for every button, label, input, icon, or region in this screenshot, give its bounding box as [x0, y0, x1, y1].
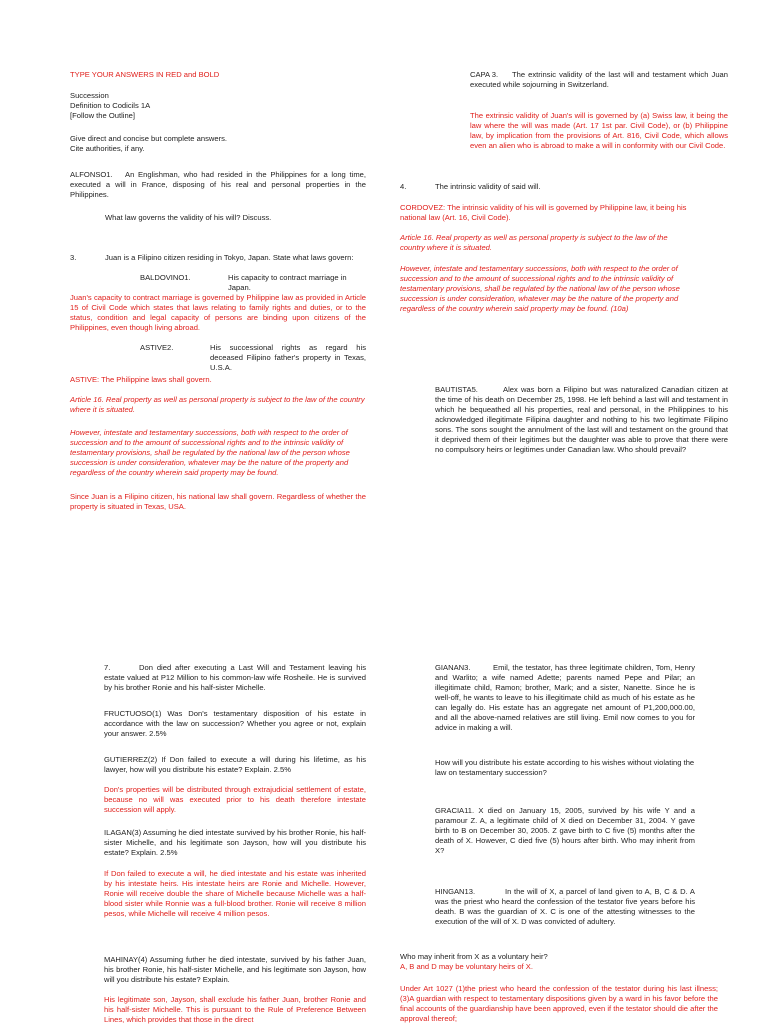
- question-gianan: [435, 663, 695, 733]
- question-baldovino: [140, 273, 366, 293]
- question-text: The intrinsic validity of said will.: [435, 182, 541, 191]
- question-text: His capacity to contract marriage in Japan.: [228, 273, 347, 292]
- question-ask: What law governs the validity of his will? Discuss.: [105, 213, 272, 222]
- header-line: [Follow the Outline]: [70, 111, 135, 120]
- question-number: 3.: [70, 253, 77, 262]
- answer-cordovez: CORDOVEZ: The intrinsic validity of his will is governed by Philippine law, it being his national law (Art. 16, Civil Code).: [400, 203, 687, 222]
- question-bautista: [435, 385, 728, 455]
- question-ask: How will you distribute his estate according to his wishes without violating the law on testamentary succession?: [435, 758, 695, 777]
- question-ilagan: ILAGAN(3) Assuming he died intestate survived by his brother Ronie, his half-sister Michelle, and his legitimate son Jayson, how will you distribute his estate? Explain. 2.5%: [104, 828, 366, 857]
- instruction-heading: TYPE YOUR ANSWERS IN RED and BOLD: [70, 70, 220, 79]
- answer-voluntary: A, B and D may be voluntary heirs of X.: [400, 962, 533, 971]
- question-7: [104, 663, 366, 693]
- question-gracia: GRACIA11. X died on January 15, 2005, survived by his wife Y and a paramour Z. A, a legitimate child of X died on December 31, 2004. Y gave birth to B on December 30, 2005. Z gave birth to C five (5) months after the death of X. However, C died five (5) hours after birth. Who may inherit from X?: [435, 806, 695, 855]
- question-text: Juan is a Filipino citizen residing in Tokyo, Japan. State what laws govern:: [105, 253, 354, 262]
- question-text: His successional rights as regard his deceased Filipino father's property in Texas, U.S.A.: [210, 343, 366, 372]
- question-voluntary: Who may inherit from X as a voluntary heir?: [400, 952, 548, 961]
- article-1027-quote: Under Art 1027 (1)the priest who heard the confession of the testator during his last illness; (3)A guardian with respect to testamentary dispositions given by a ward in his favor before the final accounts of the guardianship have been approved, even if the testator should die after the approval thereof;: [400, 984, 718, 1023]
- question-hingan: [435, 887, 695, 927]
- answer-baldovino: Juan's capacity to contract marriage is governed by Philippine law as provided in Article 15 of Civil Code which states that laws relating to family rights and duties, or to the status, condition and legal capacity of persons are binding upon citizens of the Philippines, even though living abroad.: [70, 293, 366, 332]
- header-line: Succession: [70, 91, 109, 100]
- question-label: GIANAN3.: [435, 663, 471, 672]
- question-text: Alex was born a Filipino but was naturalized Canadian citizen at the time of his death on December 25, 1998. He left behind a last will and testament in which he bequeathed all his properties, real and personal, in the Philippines to his acknowledged illegitimate Filipina daughter and nothing to his two legitimate Filipino sons. The sons sought the annulment of the last will and testament on the ground that it deprived them of their legitimes but the daughter was able to prove that there were no compulsory heirs or legitimes under Canadian law. Who should prevail?: [435, 385, 728, 454]
- question-text: Emil, the testator, has three legitimate children, Tom, Henry and Warlito; a wife named Adette; parents named Pepe and Pilar; an illegitimate child, Ramon; brother, Mark; and a sister, Nanette. Since he is well-off, he wants to leave to his illegitimate child as much of his estate as he can legally do. His estate has an aggregate net amount of P1,200,000.00, and all the above-named relatives are still living. Emil now comes to you for advice in making a will.: [435, 663, 695, 732]
- question-capa: [470, 70, 728, 90]
- question-4: [400, 182, 728, 192]
- question-label: CAPA 3.: [470, 70, 499, 79]
- question-gutierrez: GUTIERREZ(2) If Don failed to execute a will during his lifetime, as his lawyer, how will you distribute his estate? Explain. 2.5%: [104, 755, 366, 774]
- section-header: [70, 91, 270, 121]
- answer-since: Since Juan is a Filipino citizen, his national law shall govern. Regardless of whether the property is situated in Texas, USA.: [70, 492, 366, 511]
- question-number: 7.: [104, 663, 111, 672]
- question-astive: [140, 343, 366, 373]
- header-line: Definition to Codicils 1A: [70, 101, 151, 110]
- question-text: The extrinsic validity of the last will and testament which Juan executed while sojourning in Switzerland.: [470, 70, 728, 89]
- article-16-quote: Article 16. Real property as well as personal property is subject to the law of the country where it is situated.: [400, 233, 668, 252]
- answer-capa: The extrinsic validity of Juan's will is governed by (a) Swiss law, it being the law where the will was made (Art. 17 1st par. Civil Code), or (b) Philippine law, by implication from the provisions of Art. 816, Civil Code, which allows even an alien who is abroad to make a will in conformity with our Civil Code.: [470, 111, 728, 150]
- question-text: Don died after executing a Last Will and Testament leaving his estate valued at P12 Million to his common-law wife Rosheile. He is survived by his brother Ronie and his half-sister Michelle.: [104, 663, 366, 692]
- question-text: In the will of X, a parcel of land given to A, B, C & D. A was the priest who heard the confession of the testator five years before his death. B was the guardian of X. C is one of the attesting witnesses to the execution of the will of X. D was convicted of adultery.: [435, 887, 695, 926]
- answer-mahinay: His legitimate son, Jayson, shall exclude his father Juan, brother Ronie and his half-sister Michelle. This is pursuant to the Rule of Preference Between Lines, which provides that those in the direct: [104, 995, 366, 1024]
- directions-line: Cite authorities, if any.: [70, 144, 145, 153]
- question-label: ASTIVE2.: [140, 343, 174, 352]
- however-quote: However, intestate and testamentary successions, both with respect to the order of succession and to the amount of successional rights and to the intrinsic validity of testamentary provisions, shall be regulated by the national law of the person whose succession is under consideration, whatever may be the nature of the property and regardless of the country wherein said property may be found. (10a): [400, 264, 680, 313]
- question-label: HINGAN13.: [435, 887, 476, 896]
- question-fructuoso: FRUCTUOSO(1) Was Don's testamentary disposition of his estate in accordance with the law on succession? Whether you agree or not, explain your answer. 2.5%: [104, 709, 366, 738]
- answer-ilagan: If Don failed to execute a will, he died intestate and his estate was inherited by his intestate heirs. His intestate heirs are Ronie and Michelle. However, Ronie will receive double the share of Michelle because Michelle was a half-blood sister while Ronnie was a full-blood brother. Ronie will receive 8 million pesos, while Michelle will receive 4 million pesos.: [104, 869, 366, 918]
- question-label: ALFONSO1.: [70, 170, 113, 179]
- question-mahinay: MAHINAY(4) Assuming futher he died intestate, survived by his father Juan, his brother Ronie, his half-sister Michelle, and his legitimate son Jayson, how will you distribute his estate? Explain.: [104, 955, 366, 984]
- question-3: [70, 253, 366, 263]
- however-quote: However, intestate and testamentary successions, both with respect to the order of succession and to the amount of successional rights and to the intrinsic validity of testamentary provisions, shall be regulated by the national law of the person whose succession is under consideration, whatever may be the nature of the property and regardless of the country wherein said property may be found.: [70, 428, 350, 477]
- question-number: 4.: [400, 182, 407, 191]
- article-16-quote: Article 16. Real property as well as personal property is subject to the law of the country where it is situated.: [70, 395, 365, 414]
- question-label: BAUTISTA5.: [435, 385, 478, 394]
- directions-line: Give direct and concise but complete answers.: [70, 134, 228, 143]
- directions: [70, 134, 320, 154]
- question-text: An Englishman, who had resided in the Philippines for a long time, executed a will in France, disposing of his real and personal properties in the Philippines.: [70, 170, 366, 199]
- answer-astive: ASTIVE: The Philippine laws shall govern.: [70, 375, 212, 384]
- question-label: BALDOVINO1.: [140, 273, 191, 282]
- answer-gutierrez: Don's properties will be distributed through extrajudicial settlement of estate, because no will was executed prior to his death therefore intestate succession will apply.: [104, 785, 366, 814]
- question-alfonso: [70, 170, 366, 200]
